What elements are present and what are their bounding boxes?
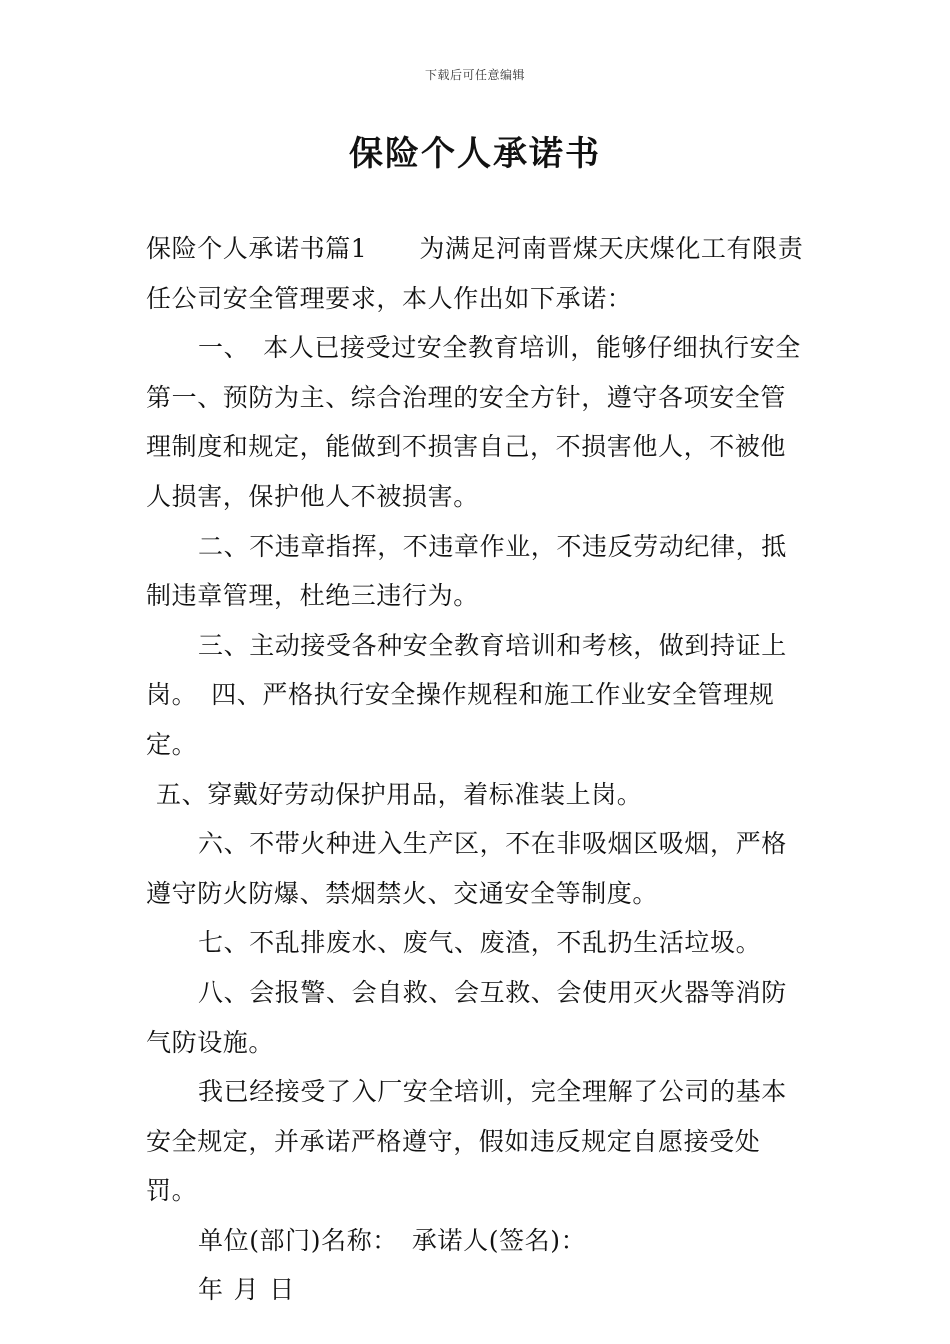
item-2: 二、不违章指挥，不违章作业，不违反劳动纪律，抵制违章管理，杜绝三违行为。 (146, 531, 787, 611)
item-1 (146, 323, 806, 521)
intro-paragraph (146, 224, 806, 323)
date-month: 月 (233, 1275, 260, 1305)
date-year: 年 (198, 1275, 224, 1305)
date-line (146, 1265, 806, 1315)
item-1-text: 本人已接受过安全教育培训，能够仔细执行安全第一、预防为主、综合治理的安全方针，遵守各项安全管理制度和规定，能做到不损害自己，不损害他人，不被他人损害，保护他人不被损害。 (146, 333, 801, 511)
date-day: 日 (269, 1275, 295, 1305)
item-3: 三、主动接受各种安全教育培训和考核，做到持证上岗。 (146, 630, 787, 710)
item-4: 四、严格执行安全操作规程和施工作业安全管理规定。 (146, 680, 775, 759)
item-5: 五、穿戴好劳动保护用品，着标准装上岗。 (156, 779, 643, 809)
signature-line (146, 1216, 806, 1266)
item-1-number: 一、 (198, 333, 250, 363)
item-3-4 (146, 621, 806, 819)
item-7: 七、不乱排废水、废气、废渣，不乱扔生活垃圾。 (198, 928, 762, 958)
unit-label: 单位(部门)名称： (198, 1225, 398, 1255)
intro-heading: 保险个人承诺书篇1 (146, 234, 368, 263)
header-note: 下载后可任意编辑 (424, 68, 525, 82)
closing-paragraph: 我已经接受了入厂安全培训，完全理解了公司的基本安全规定，并承诺严格遵守，假如违反规定自愿接受处罚。 (146, 1077, 787, 1206)
intro-text: 为满足河南晋煤天庆煤化工有限责任公司安全管理要求，本人作出如下承诺： (146, 234, 804, 313)
document-title: 保险个人承诺书 (349, 134, 601, 174)
item-6: 六、不带火种进入生产区，不在非吸烟区吸烟，严格遵守防火防爆、禁烟禁火、交通安全等制度。 (146, 829, 787, 908)
signer-label: 承诺人(签名)： (411, 1225, 587, 1255)
document-body (146, 224, 806, 1315)
item-8: 八、会报警、会自救、会互救、会使用灭火器等消防气防设施。 (146, 977, 787, 1057)
